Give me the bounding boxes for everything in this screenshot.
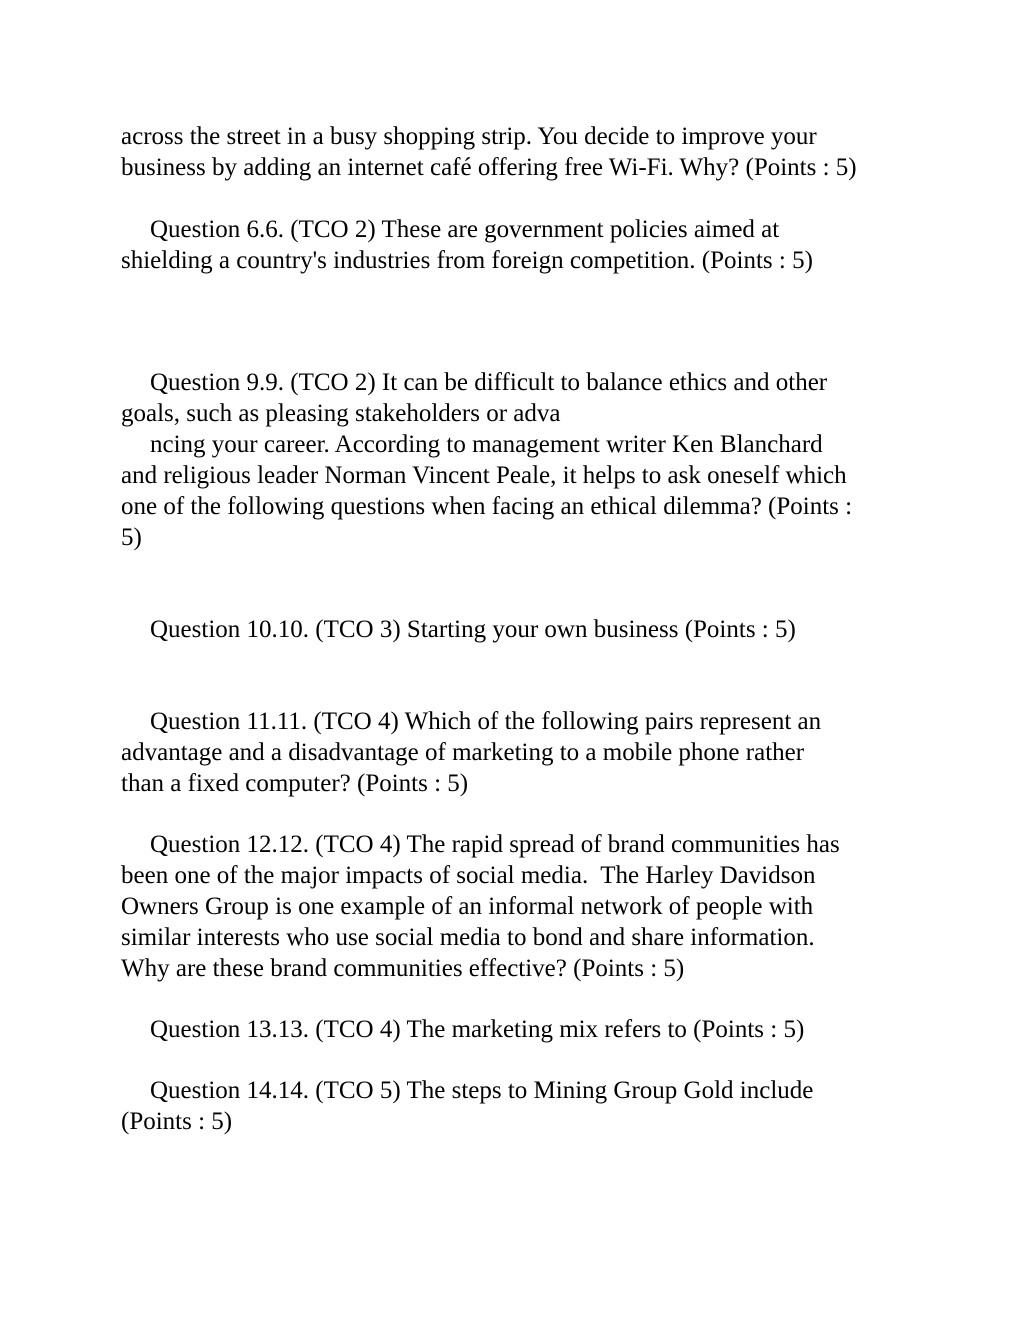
text-line: across the street in a busy shopping strip. You decide to improve your [121,123,817,150]
text-line: goals, such as pleasing stakeholders or adva [121,400,561,427]
text-line: business by adding an internet café offering free Wi-Fi. Why? (Points : 5) [121,154,857,181]
text-line: (Points : 5) [121,1108,233,1135]
text-line: shielding a country's industries from foreign competition. (Points : 5) [121,247,813,274]
text-line: Why are these brand communities effective? (Points : 5) [121,955,685,982]
text-line: ncing your career. According to management writer Ken Blanchard [150,431,823,458]
text-line: similar interests who use social media to bond and share information. [121,924,815,951]
text-line: advantage and a disadvantage of marketing to a mobile phone rather [121,739,805,766]
text-line: one of the following questions when facing an ethical dilemma? (Points : [121,493,853,520]
question-heading: Question 14.14. (TCO 5) The steps to Mining Group Gold include [150,1077,814,1104]
question-heading: Question 12.12. (TCO 4) The rapid spread of brand communities has [150,831,840,858]
text-line: and religious leader Norman Vincent Peale, it helps to ask oneself which [121,462,847,489]
question-heading: Question 11.11. (TCO 4) Which of the following pairs represent an [150,708,822,735]
text-line: Owners Group is one example of an informal network of people with [121,893,814,920]
question-heading: Question 13.13. (TCO 4) The marketing mix refers to (Points : 5) [150,1016,805,1043]
question-heading: Question 10.10. (TCO 3) Starting your own business (Points : 5) [150,616,796,643]
text-line: than a fixed computer? (Points : 5) [121,770,469,797]
text-line: 5) [121,524,142,551]
question-heading: Question 6.6. (TCO 2) These are government policies aimed at [150,216,780,243]
question-heading: Question 9.9. (TCO 2) It can be difficult to balance ethics and other [150,369,828,396]
text-line: been one of the major impacts of social media. The Harley Davidson [121,862,816,889]
